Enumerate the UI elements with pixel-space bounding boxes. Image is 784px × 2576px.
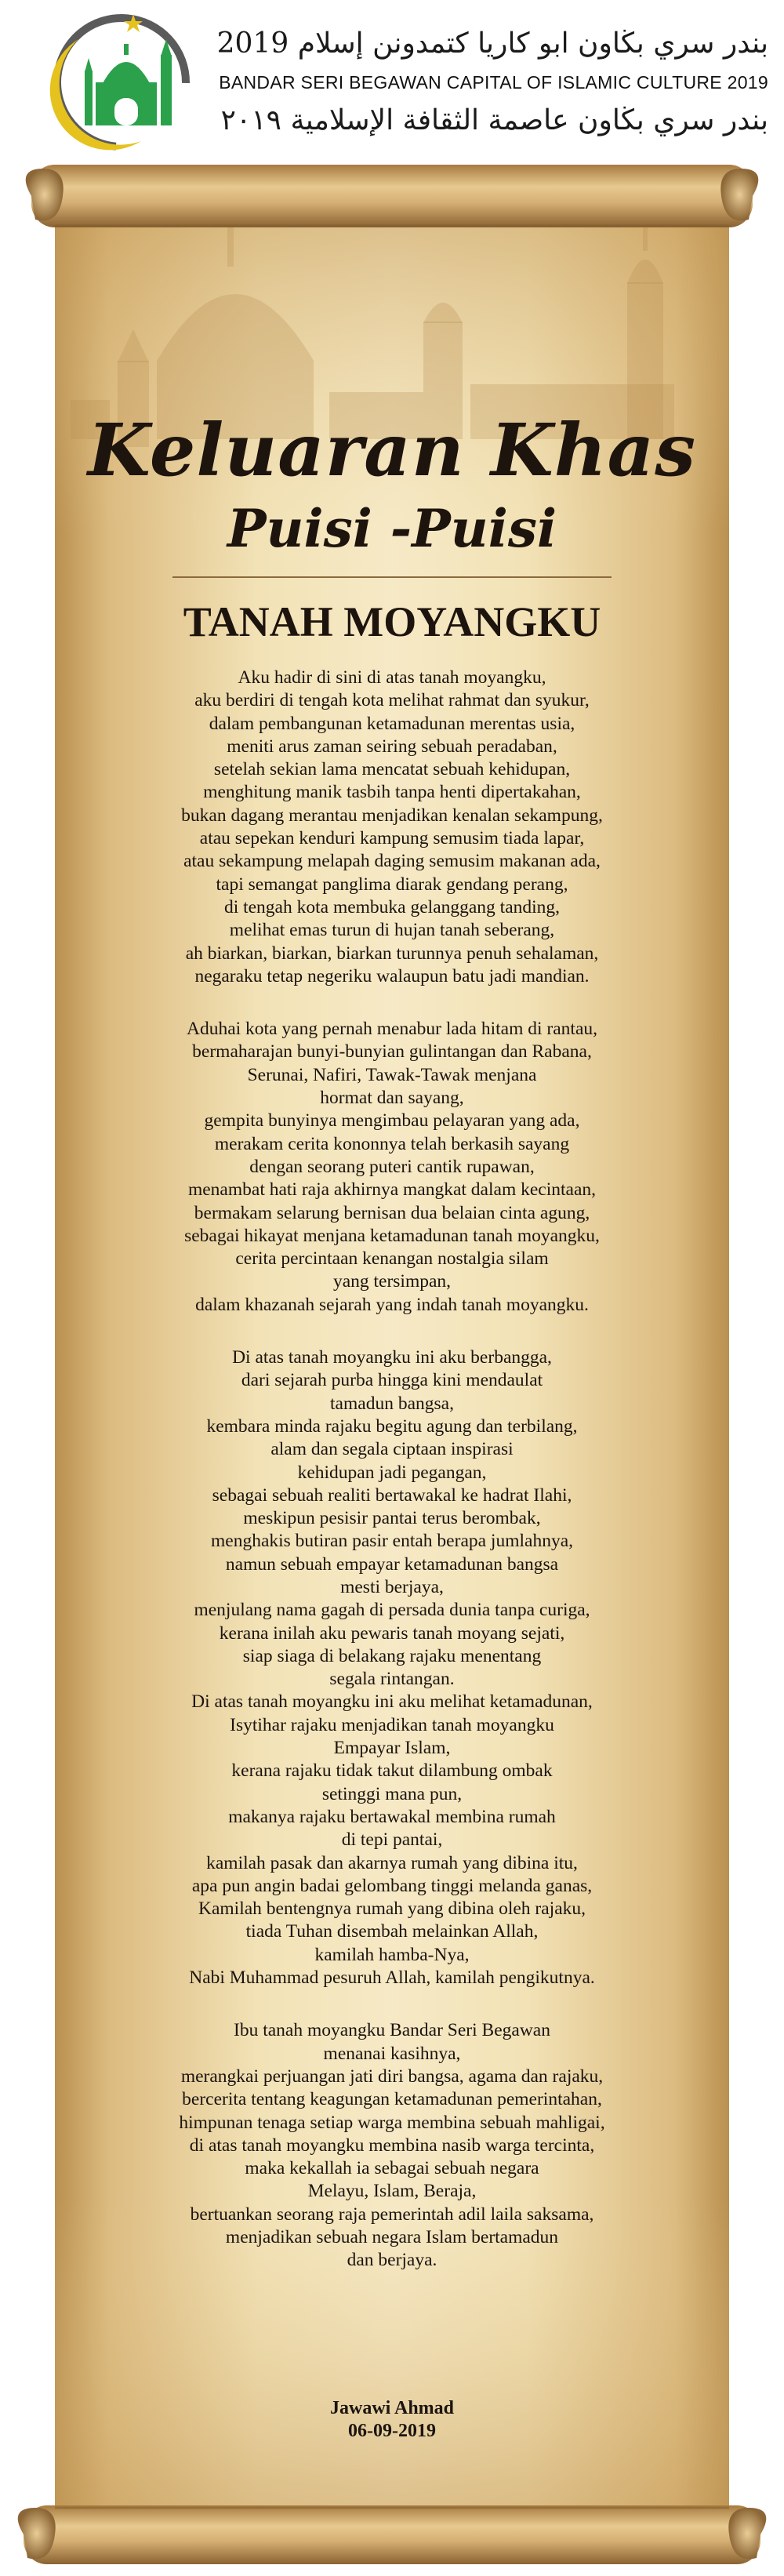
poem-stanza	[86, 1346, 698, 1989]
poem-line: Di atas tanah moyangku ini aku berbangga,	[232, 1347, 552, 1368]
poem-line: Kamilah bentengnya rumah yang dibina oleh rajaku,	[198, 1898, 586, 1920]
poem-line: cerita percintaan kenangan nostalgia silam	[235, 1248, 549, 1270]
poem-line: alam dan segala ciptaan inspirasi	[270, 1439, 514, 1460]
poem-line: apa pun angin badai gelombang tinggi melanda ganas,	[191, 1875, 593, 1896]
poem-line: Nabi Muhammad pesuruh Allah, kamilah pengikutnya.	[189, 1967, 595, 1989]
poem-line: hormat dan sayang,	[320, 1088, 464, 1109]
header-banner	[0, 0, 784, 169]
poem-line: dan berjaya.	[347, 2250, 437, 2271]
poem-line: menjadikan sebuah negara Islam bertamadun	[225, 2227, 559, 2247]
poem-line: kamilah pasak dan akarnya rumah yang dibina itu,	[206, 1852, 578, 1873]
poem-line: aku berdiri di tengah kota melihat rahmat dan syukur,	[194, 690, 590, 711]
poem-line: menambat hati raja akhirnya mangkat dalam kecintaan,	[187, 1179, 597, 1201]
author-block	[86, 2397, 698, 2443]
special-edition-title: Keluaran Khas	[87, 408, 697, 492]
poem-line: kerana rajaku tidak takut dilambung ombak	[231, 1760, 553, 1782]
header-english-title: BANDAR SERI BEGAWAN CAPITAL OF ISLAMIC CULTURE 2019	[219, 72, 768, 93]
poem-line: Empayar Islam,	[333, 1738, 451, 1759]
poem-line: yang tersimpan,	[332, 1271, 452, 1292]
poem-line: Ibu tanah moyangku Bandar Seri Begawan	[234, 2020, 550, 2041]
poem-line: setinggi mana pun,	[321, 1783, 463, 1804]
poem-line: di tepi pantai,	[341, 1829, 443, 1851]
poem-line: dari sejarah purba hingga kini mendaulat	[241, 1370, 543, 1391]
poem-line: melihat emas turun di hujan tanah seberang,	[229, 920, 555, 941]
poem-line: bermaharajan bunyi-bunyian gulintangan dan Rabana,	[192, 1041, 592, 1063]
poem-line: menjulang nama gagah di persada dunia tanpa curiga,	[194, 1600, 590, 1621]
poem-line: di atas tanah moyangku membina nasib warga tercinta,	[189, 2135, 595, 2156]
poem-line: sebagai hikayat menjana ketamadunan tanah moyangku,	[184, 1225, 600, 1246]
poem-stanza	[86, 2019, 698, 2272]
poem-line: menghakis butiran pasir entah berapa jumlahnya,	[210, 1531, 573, 1552]
poem-line: merangkai perjuangan jati diri bangsa, agama dan rajaku,	[180, 2066, 604, 2087]
poem-line: menghitung manik tasbih tanpa henti dipertakahan,	[203, 782, 581, 803]
poem-line: atau sekampung melapah daging semusim makanan ada,	[183, 851, 601, 872]
poem-line: gempita bunyinya mengimbau pelayaran yang ada,	[204, 1110, 580, 1132]
poem-line: ah biarkan, biarkan, biarkan turunnya penuh sehalaman,	[185, 943, 599, 964]
poem-line: namun sebuah empayar ketamadunan bangsa	[225, 1553, 559, 1575]
poem-line: makanya rajaku bertawakal membina rumah	[228, 1806, 556, 1827]
poem-line: himpunan tenaga setiap warga membina sebuah mahligai,	[179, 2112, 605, 2133]
poem-line: Aduhai kota yang pernah menabur lada hitam di rantau,	[187, 1019, 597, 1040]
poem-line: kerana inilah aku pewaris tanah moyang sejati,	[219, 1622, 565, 1644]
poem-line: atau sepekan kenduri kampung semusim tiada lapar,	[199, 828, 585, 849]
poem-line: Aku hadir di sini di atas tanah moyangku,	[238, 667, 546, 688]
poem-stanza	[86, 667, 698, 988]
poem-line: kehidupan jadi pegangan,	[297, 1462, 487, 1483]
poem-line: dengan seorang puteri cantik rupawan,	[249, 1156, 535, 1177]
poems-subtitle: Puisi -Puisi	[227, 498, 557, 559]
poem-date: 06-09-2019	[348, 2421, 436, 2441]
poem-line: tamadun bangsa,	[330, 1393, 454, 1414]
poem-line: kembara minda rajaku begitu agung dan terbilang,	[206, 1415, 578, 1437]
poem-line: sebagai sebuah realiti bertawakal ke hadrat Ilahi,	[212, 1484, 572, 1506]
poem-body	[86, 667, 698, 2302]
poem-line: merakam cerita kononnya telah berkasih sayang	[214, 1133, 570, 1154]
poem-line: meskipun pesisir pantai terus berombak,	[243, 1508, 541, 1529]
poem-line: Serunai, Nafiri, Tawak-Tawak menjana	[247, 1064, 537, 1085]
title-divider	[172, 576, 612, 578]
poem-line: segala rintangan.	[329, 1669, 455, 1690]
mosque-crescent-logo-icon	[47, 8, 196, 157]
poem-line: bermakam selarung bernisan dua belaian cinta agung,	[194, 1202, 590, 1223]
poem-title: TANAH MOYANGKU	[183, 598, 601, 645]
poem-line: dalam pembangunan ketamadunan merentas usia,	[209, 713, 575, 734]
poem-stanza	[86, 1018, 698, 1317]
poem-line: bukan dagang merantau menjadikan kenalan sekampung,	[181, 805, 603, 826]
poem-line: siap siaga di belakang rajaku menentang	[242, 1645, 542, 1666]
header-arabic-top: بندر سري بڬاون ابو كاريا كتمدونن إسلام 2019	[216, 27, 768, 60]
poem-line: meniti arus zaman seiring sebuah peradaban,	[227, 736, 557, 757]
poem-line: setelah sekian lama mencatat sebuah kehidupan,	[213, 759, 571, 780]
poem-line: maka kekallah ia sebagai sebuah negara	[245, 2158, 539, 2179]
header-arabic-bottom: بندر سري بڬاون عاصمة الثقافة الإسلامية ٢٠١٩	[220, 104, 768, 136]
poem-line: bercerita tentang keagungan ketamadunan pemerintahan,	[182, 2089, 602, 2110]
parchment-scroll	[0, 165, 784, 2576]
poem-line: tiada Tuhan disembah melainkan Allah,	[245, 1921, 539, 1942]
poem-line: negaraku tetap negeriku walaupun batu jadi mandian.	[194, 965, 590, 986]
poem-line: bertuankan seorang raja pemerintah adil laila saksama,	[190, 2204, 594, 2225]
poem-line: Di atas tanah moyangku ini aku melihat ketamadunan,	[191, 1691, 593, 1713]
poem-line: di tengah kota membuka gelanggang tanding,	[223, 896, 561, 917]
poem-line: tapi semangat panglima diarak gendang perang,	[216, 874, 568, 895]
header-text-block	[212, 24, 768, 141]
poem-line: dalam khazanah sejarah yang indah tanah moyangku.	[195, 1294, 589, 1315]
poem-line: mesti berjaya,	[340, 1576, 444, 1597]
author-name: Jawawi Ahmad	[329, 2398, 455, 2418]
poem-line: Isytihar rajaku menjadikan tanah moyangku	[230, 1714, 554, 1735]
poem-line: kamilah hamba-Nya,	[314, 1944, 470, 1965]
poem-line: menanai kasihnya,	[323, 2043, 461, 2064]
poem-line: Melayu, Islam, Beraja,	[307, 2181, 477, 2202]
